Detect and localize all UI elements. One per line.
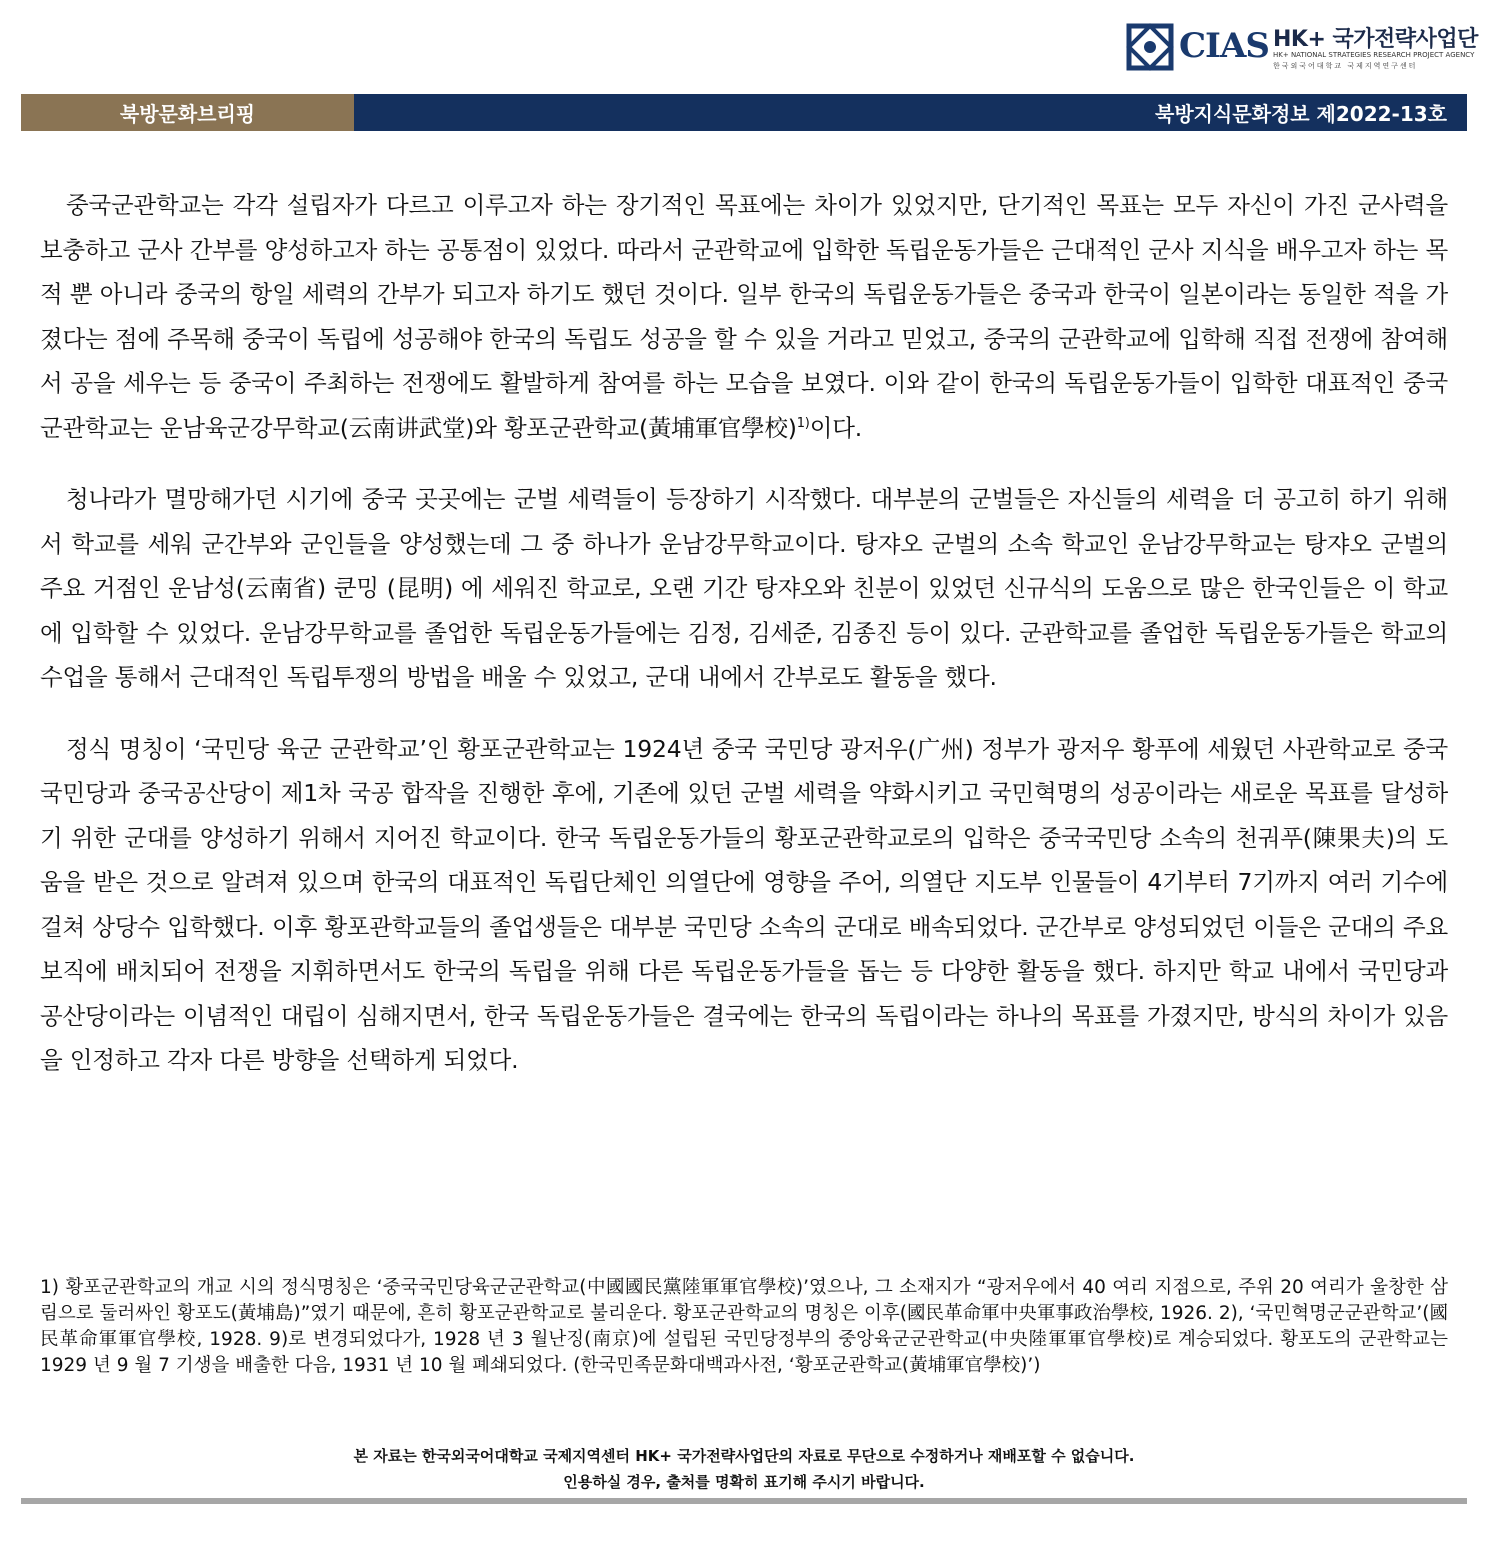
paragraph-1-text: 중국군관학교는 각각 설립자가 다르고 이루고자 하는 장기적인 목표에는 차이가 있었지만, 단기적인 목표는 모두 자신이 가진 군사력을 보충하고 군사 간부를 양성하고자 하는 공통점이 있었다. 따라서 군관학교에 입학한 독립운동가들은 근대적인 군사 지식을 배우고자 하는 목적 뿐 아니라 중국의 항일 세력의 간부가 되고자 하기도 했던 것이다. 일부 한국의 독립운동가들은 중국과 한국이 일본이라는 동일한 적을 가졌다는 점에 주목해 중국이 독립에 성공해야 한국의 독립도 성공을 할 수 있을 거라고 믿었고, 중국의 군관학교에 입학해 직접 전쟁에 참여해서 공을 세우는 등 중국이 주최하는 전쟁에도 활발하게 참여를 하는 모습을 보였다. 이와 같이 한국의 독립운동가들이 입학한 대표적인 중국군관학교는 운남육군강무학교(云南讲武堂)와 황포군관학교(黃埔軍官學校) — [40, 191, 1448, 442]
logo-title: HK+ 국가전략사업단 — [1273, 27, 1478, 52]
notice-line-1: 본 자료는 한국외국어대학교 국제지역센터 HK+ 국가전략사업단의 자료로 무단으로 수정하거나 재배포할 수 없습니다. — [353, 1447, 1135, 1465]
paragraph-1 — [40, 183, 1448, 450]
briefing-label: 북방문화브리핑 — [21, 94, 354, 131]
paragraph-3: 정식 명칭이 ‘국민당 육군 군관학교’인 황포군관학교는 1924년 중국 국민당 광저우(广州) 정부가 광저우 황푸에 세웠던 사관학교로 중국국민당과 중국공산당이 제1차 국공 합작을 진행한 후에, 기존에 있던 군벌 세력을 약화시키고 국민혁명의 성공이라는 새로운 목표를 달성하기 위한 군대를 양성하기 위해서 지어진 학교이다. 한국 독립운동가들의 황포군관학교로의 입학은 중국국민당 소속의 천궈푸(陳果夫)의 도움을 받은 것으로 알려져 있으며 한국의 대표적인 독립단체인 의열단에 영향을 주어, 의열단 지도부 인물들이 4기부터 7기까지 여러 기수에 걸쳐 상당수 입학했다. 이후 황포관학교들의 졸업생들은 대부분 국민당 소속의 군대로 배속되었다. 군간부로 양성되었던 이들은 군대의 주요 보직에 배치되어 전쟁을 지휘하면서도 한국의 독립을 위해 다른 독립운동가들을 돕는 등 다양한 활동을 했다. 하지만 학교 내에서 국민당과 공산당이라는 이념적인 대립이 심해지면서, 한국 독립운동가들은 결국에는 한국의 독립이라는 하나의 목표를 가졌지만, 방식의 차이가 있음을 인정하고 각자 다른 방향을 선택하게 되었다. — [40, 734, 1448, 1074]
header-bar — [21, 94, 1467, 131]
logo-brand: CIAS — [1179, 26, 1269, 66]
cias-logo — [1125, 18, 1478, 78]
logo-subtitle-ko: 한국외국어대학교 국제지역연구센터 — [1273, 62, 1418, 70]
bottom-divider — [21, 1498, 1467, 1504]
cias-emblem-icon — [1125, 22, 1175, 72]
footnote-ref-1[interactable]: 1) — [796, 415, 810, 431]
paragraph-2: 청나라가 멸망해가던 시기에 중국 곳곳에는 군벌 세력들이 등장하기 시작했다. 대부분의 군벌들은 자신들의 세력을 더 공고히 하기 위해서 학교를 세워 군간부와 군인들을 양성했는데 그 중 하나가 운남강무학교이다. 탕쟈오 군벌의 소속 학교인 운남강무학교는 탕쟈오 군벌의 주요 거점인 운남성(云南省) 쿤밍 (昆明) 에 세워진 학교로, 오랜 기간 탕쟈오와 친분이 있었던 신규식의 도움으로 많은 한국인들은 이 학교에 입학할 수 있었다. 운남강무학교를 졸업한 독립운동가들에는 김정, 김세준, 김종진 등이 있다. 군관학교를 졸업한 독립운동가들은 학교의 수업을 통해서 근대적인 독립투쟁의 방법을 배울 수 있었고, 군대 내에서 간부로도 활동을 했다. — [40, 485, 1448, 691]
footnote-1: 1) 황포군관학교의 개교 시의 정식명칭은 ‘중국국민당육군군관학교(中國國民黨陸軍軍官學校)’였으나, 그 소재지가 “광저우에서 40 여리 지점으로, 주위 20 여리가 울창한 삼림으로 둘러싸인 황포도(黃埔島)”였기 때문에, 흔히 황포군관학교로 불리운다. 황포군관학교의 명칭은 이후(國民革命軍中央軍事政治學校, 1926. 2), ‘국민혁명군군관학교’(國民革命軍軍官學校, 1928. 9)로 변경되었다가, 1928 년 3 월난징(南京)에 설립된 국민당정부의 중앙육군군관학교(中央陸軍軍官學校)로 계승되었다. 황포도의 군관학교는 1929 년 9 월 7 기생을 배출한 다음, 1931 년 10 월 폐쇄되었다. (한국민족문화대백과사전, ‘황포군관학교(黃埔軍官學校)’) — [40, 1277, 1448, 1376]
article-body — [40, 183, 1448, 1110]
logo-subtitle-en: HK+ NATIONAL STRATEGIES RESEARCH PROJECT AGENCY — [1273, 51, 1475, 59]
paragraph-1-tail: 이다. — [809, 413, 862, 442]
issue-label: 북방지식문화정보 제2022-13호 — [354, 94, 1467, 131]
notice-line-2: 인용하실 경우, 출처를 명확히 표기해 주시기 바랍니다. — [563, 1473, 925, 1491]
copyright-notice — [40, 1443, 1448, 1495]
